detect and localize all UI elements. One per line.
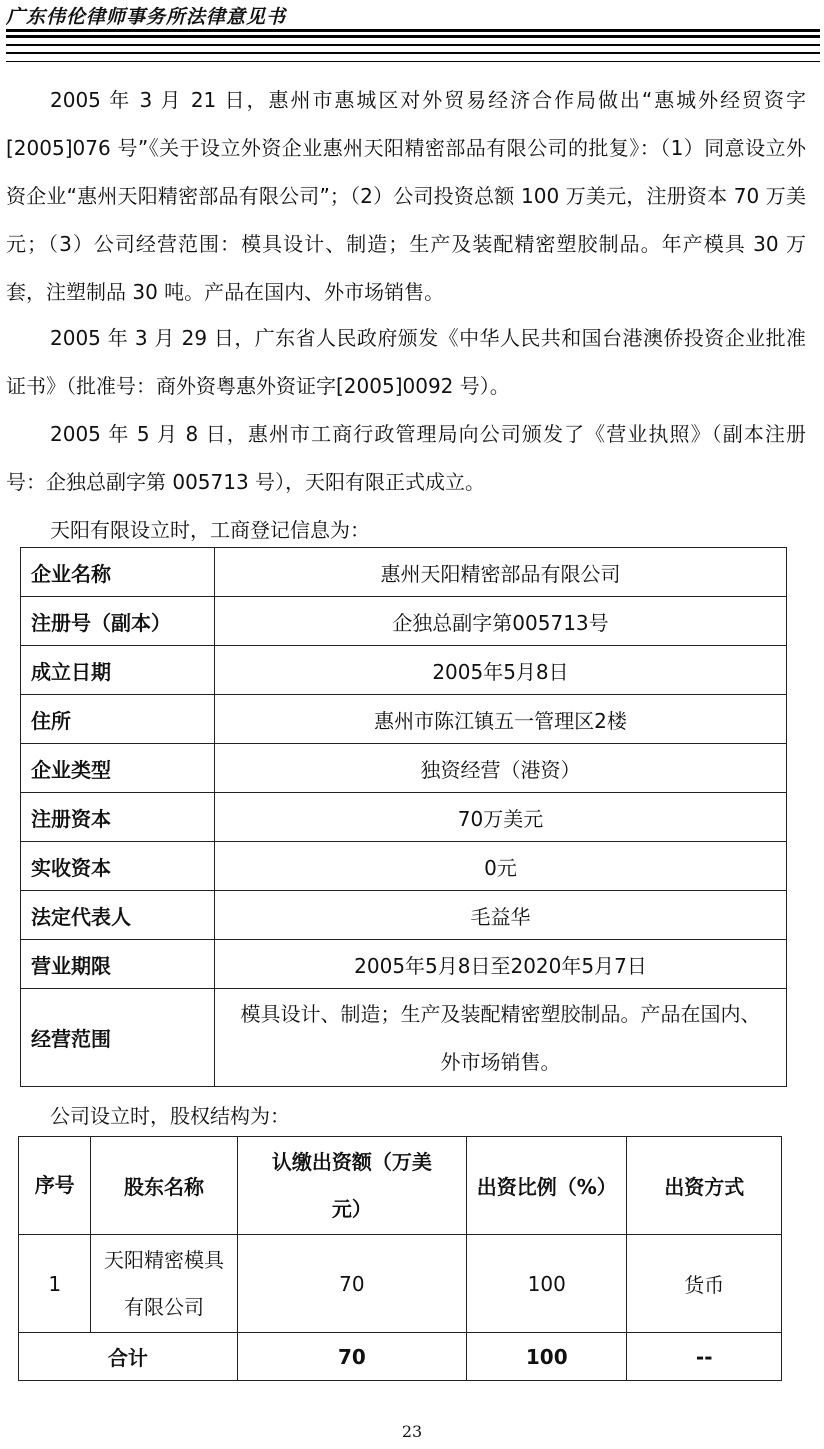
equity-intro: 公司设立时，股权结构为： (50, 1104, 290, 1128)
table-row (21, 940, 787, 989)
field-value: 2005年5月8日至2020年5月7日 (215, 940, 787, 989)
field-label: 住所 (21, 695, 215, 744)
page-number: 23 (401, 1422, 423, 1441)
total-label: 合计 (19, 1333, 238, 1381)
field-value: 惠州市陈江镇五一管理区2楼 (215, 695, 787, 744)
field-value: 70万美元 (215, 793, 787, 842)
table-row (21, 842, 787, 891)
column-header: 序号 (19, 1137, 91, 1235)
field-label: 法定代表人 (21, 891, 215, 940)
table-row (21, 548, 787, 597)
field-label: 成立日期 (21, 646, 215, 695)
field-value: 模具设计、制造；生产及装配精密塑胶制品。产品在国内、外市场销售。 (215, 989, 787, 1087)
paragraph-approval: 2005 年 3 月 21 日，惠州市惠城区对外贸易经济合作局做出“惠城外经贸资字[2005]076 号”《关于设立外资企业惠州天阳精密部品有限公司的批复》：（1）同意设立外资企业“惠州天阳精密部品有限公司”；（2）公司投资总额 100 万美元，注册资本 70 万美元；（3）公司经营范围：模具设计、制造；生产及装配精密塑胶制品。年产模具 30 万套，注塑制品 30 吨。产品在国内、外市场销售。 (6, 88, 806, 304)
header-rule (6, 29, 820, 32)
field-label: 营业期限 (21, 940, 215, 989)
table-row (21, 695, 787, 744)
registration-table (20, 547, 787, 1087)
table-row (21, 989, 787, 1087)
field-label: 企业类型 (21, 744, 215, 793)
header-title: 广东伟伦律师事务所法律意见书 (6, 6, 287, 28)
shareholder-name: 天阳精密模具有限公司 (91, 1235, 237, 1333)
equity-table (18, 1136, 782, 1381)
subscribed-amount: 70 (237, 1235, 466, 1333)
column-header: 认缴出资额（万美元） (237, 1137, 466, 1235)
field-label: 注册资本 (21, 793, 215, 842)
total-ratio: 100 (467, 1333, 627, 1381)
field-value: 毛益华 (215, 891, 787, 940)
header-rule (6, 44, 820, 46)
field-value: 企独总副字第005713号 (215, 597, 787, 646)
field-value: 2005年5月8日 (215, 646, 787, 695)
column-header: 股东名称 (91, 1137, 237, 1235)
field-value: 惠州天阳精密部品有限公司 (215, 548, 787, 597)
column-header: 出资方式 (627, 1137, 782, 1235)
paragraph-license: 2005 年 5 月 8 日，惠州市工商行政管理局向公司颁发了《营业执照》（副本注册号：企独总副字第 005713 号），天阳有限正式成立。 (6, 422, 806, 494)
total-amount: 70 (237, 1333, 466, 1381)
field-label: 企业名称 (21, 548, 215, 597)
table-row (21, 891, 787, 940)
header-rule (6, 35, 820, 38)
table-row (19, 1235, 782, 1333)
field-label: 实收资本 (21, 842, 215, 891)
field-value: 0元 (215, 842, 787, 891)
table-row (21, 793, 787, 842)
field-value: 独资经营（港资） (215, 744, 787, 793)
table-row (21, 744, 787, 793)
header-rule (6, 52, 820, 54)
share-ratio: 100 (467, 1235, 627, 1333)
registration-intro: 天阳有限设立时，工商登记信息为： (50, 518, 370, 542)
field-label: 注册号（副本） (21, 597, 215, 646)
field-label: 经营范围 (21, 989, 215, 1087)
table-header-row (19, 1137, 782, 1235)
paragraph-certificate: 2005 年 3 月 29 日，广东省人民政府颁发《中华人民共和国台港澳侨投资企业批准证书》（批准号：商外资粤惠外资证字[2005]0092 号）。 (6, 326, 806, 398)
table-total-row (19, 1333, 782, 1381)
total-method: -- (627, 1333, 782, 1381)
table-row (21, 597, 787, 646)
row-number: 1 (19, 1235, 91, 1333)
contribution-method: 货币 (627, 1235, 782, 1333)
header-rule (6, 61, 820, 62)
column-header: 出资比例（%） (467, 1137, 627, 1235)
table-row (21, 646, 787, 695)
